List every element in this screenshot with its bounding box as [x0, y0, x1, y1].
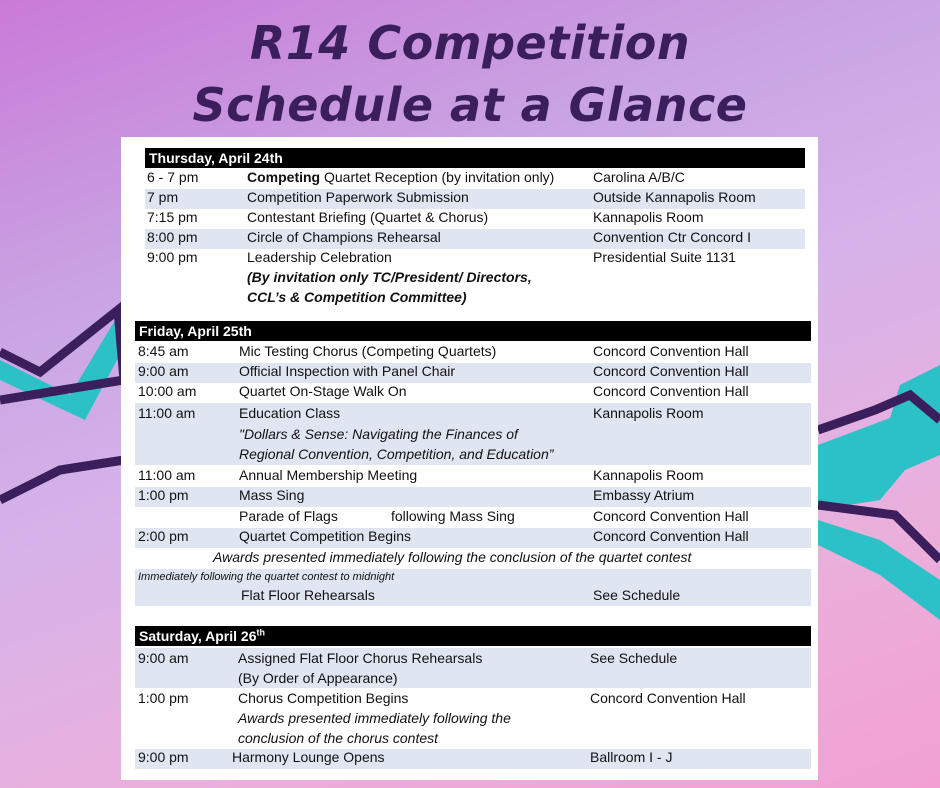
row-location: See Schedule [590, 650, 678, 666]
row-note: "Dollars & Sense: Navigating the Finances of [239, 426, 518, 442]
row-location: Kannapolis Room [593, 467, 704, 483]
row-location: Outside Kannapolis Room [593, 189, 756, 205]
row-location: Concord Convention Hall [593, 383, 749, 399]
row-note: Regional Convention, Competition, and Education” [239, 446, 554, 462]
row-event: Chorus Competition Begins [238, 690, 409, 706]
row-time: 10:00 am [138, 383, 197, 399]
left-purple-zigzag-lower [0, 460, 124, 500]
row-location: Embassy Atrium [593, 487, 695, 503]
awards-note-row [135, 549, 811, 569]
row-time: 9:00 pm [138, 749, 189, 765]
saturday-header: Saturday, April 26th [135, 626, 811, 646]
row-time: 8:45 am [138, 343, 189, 359]
friday-header: Friday, April 25th [135, 321, 811, 341]
row-event-extra: following Mass Sing [391, 508, 515, 524]
row-note: CCL’s & Competition Committee) [247, 289, 467, 305]
schedule-row [135, 343, 811, 363]
row-event: Parade of Flags [239, 508, 338, 524]
row-time: 11:00 am [138, 405, 196, 421]
schedule-card [121, 137, 818, 780]
schedule-row [135, 749, 811, 769]
row-event: Mass Sing [239, 487, 305, 503]
row-time: 6 - 7 pm [147, 169, 199, 185]
row-event: Circle of Champions Rehearsal [247, 229, 441, 245]
schedule-row [135, 648, 811, 688]
small-note: Immediately following the quartet contest to midnight [138, 571, 395, 583]
schedule-row [135, 487, 811, 507]
row-location: Ballroom I - J [590, 749, 673, 765]
row-location: Concord Convention Hall [593, 528, 749, 544]
schedule-row [145, 229, 805, 249]
schedule-row [135, 383, 811, 403]
schedule-row [135, 569, 811, 606]
row-location: Presidential Suite 1131 [593, 249, 736, 265]
row-note: Awards presented immediately following the [238, 710, 511, 726]
schedule-row [135, 508, 811, 528]
row-event: Annual Membership Meeting [239, 467, 418, 483]
schedule-row [135, 403, 811, 465]
row-time: 2:00 pm [138, 528, 189, 544]
row-event: Flat Floor Rehearsals [241, 587, 375, 603]
schedule-row [145, 169, 805, 189]
row-time: 1:00 pm [138, 487, 189, 503]
schedule-row [145, 209, 805, 229]
awards-note: Awards presented immediately following the conclusion of the quartet contest [213, 549, 692, 565]
row-note: (By invitation only TC/President/ Directors, [247, 269, 532, 285]
row-event: Assigned Flat Floor Chorus Rehearsals [238, 650, 483, 666]
row-time: 7 pm [147, 189, 179, 205]
row-event: Competition Paperwork Submission [247, 189, 469, 205]
schedule-row [135, 528, 811, 548]
schedule-row [135, 467, 811, 487]
row-time: 9:00 am [138, 650, 189, 666]
row-time: 7:15 pm [147, 209, 198, 225]
row-location: Concord Convention Hall [593, 363, 749, 379]
row-location: Concord Convention Hall [593, 508, 749, 524]
row-event: Education Class [239, 405, 341, 421]
page-title-line-1: R14 Competition [249, 16, 691, 70]
row-location: Concord Convention Hall [593, 343, 749, 359]
row-time: 9:00 am [138, 363, 189, 379]
schedule-row [145, 249, 805, 311]
row-location: Concord Convention Hall [590, 690, 746, 706]
row-event: Competing Quartet Reception (by invitation only) [247, 169, 555, 185]
page-title-line-2: Schedule at a Glance [192, 78, 748, 132]
row-event: Official Inspection with Panel Chair [239, 363, 456, 379]
right-teal-zigzag-lower [818, 520, 940, 620]
right-teal-zigzag [818, 365, 940, 510]
row-location: Carolina A/B/C [593, 169, 685, 185]
row-event: Mic Testing Chorus (Competing Quartets) [239, 343, 497, 359]
row-time: 8:00 pm [147, 229, 198, 245]
schedule-row [145, 189, 805, 209]
row-time: 9:00 pm [147, 249, 198, 265]
schedule-row [135, 363, 811, 383]
row-location: Kannapolis Room [593, 405, 704, 421]
schedule-row [135, 688, 811, 748]
thursday-header: Thursday, April 24th [145, 148, 805, 168]
row-event: Quartet Competition Begins [239, 528, 411, 544]
row-location: Kannapolis Room [593, 209, 704, 225]
row-note: conclusion of the chorus contest [238, 730, 439, 746]
row-event: Quartet On-Stage Walk On [239, 383, 407, 399]
row-note: (By Order of Appearance) [238, 670, 398, 686]
row-time: 1:00 pm [138, 690, 189, 706]
row-location: Convention Ctr Concord I [593, 229, 751, 245]
row-event: Harmony Lounge Opens [232, 749, 385, 765]
row-location: See Schedule [593, 587, 681, 603]
row-event: Leadership Celebration [247, 249, 392, 265]
row-event: Contestant Briefing (Quartet & Chorus) [247, 209, 489, 225]
row-time: 11:00 am [138, 467, 196, 483]
